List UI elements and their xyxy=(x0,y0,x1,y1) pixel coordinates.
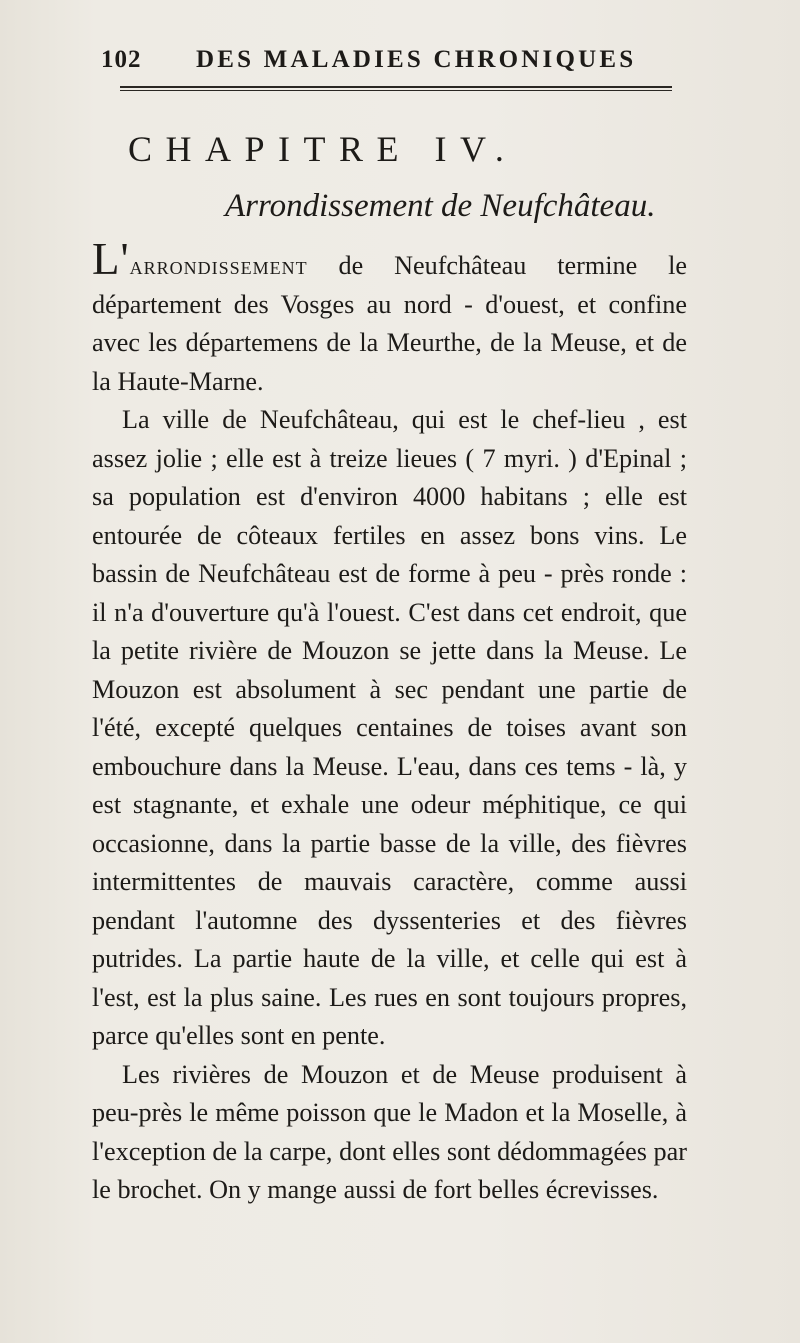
paragraph-1 xyxy=(92,234,687,401)
body-text xyxy=(92,234,687,1210)
paragraph-1-text: de Neufchâteau termine le département des Vosges au nord - d'ouest, et confine avec les départemens de la Meurthe, de la Meuse, et de la Haute-Marne. xyxy=(92,251,687,396)
header-rule xyxy=(120,86,672,92)
page-number: 102 xyxy=(101,46,142,73)
running-title: DES MALADIES CHRONIQUES xyxy=(196,46,637,73)
paragraph-3: Les rivières de Mouzon et de Meuse produisent à peu-près le même poisson que le Madon et la Moselle, à l'exception de la carpe, dont elles sont dédommagées par le brochet. On y mange aussi de fort belles écrevisses. xyxy=(92,1059,687,1204)
chapter-subtitle: Arrondissement de Neufchâteau. xyxy=(225,188,656,224)
paragraph-1-lead: L'arrondissement xyxy=(92,234,308,284)
running-head xyxy=(101,46,661,80)
chapter-heading: CHAPITRE IV. xyxy=(128,129,518,169)
paragraph-2: La ville de Neufchâteau, qui est le chef-lieu , est assez jolie ; elle est à treize lieues ( 7 myri. ) d'Epinal ; sa population est d'environ 4000 habitans ; elle est entourée de côteaux fertiles en assez bons vins. Le bassin de Neufchâteau est de forme à peu - près ronde : il n'a d'ouverture qu'à l'ouest. C'est dans cet endroit, que la petite rivière de Mouzon se jette dans la Meuse. Le Mouzon est absolument à sec pendant une partie de l'été, excepté quelques centaines de toises avant son embouchure dans la Meuse. L'eau, dans ces tems - là, y est stagnante, et exhale une odeur méphitique, ce qui occasionne, dans la partie basse de la ville, des fièvres intermittentes de mauvais caractère, comme aussi pendant l'automne des dyssenteries et des fièvres putrides. La partie haute de la ville, et celle qui est à l'est, est la plus saine. Les rues en sont toujours propres, parce qu'elles sont en pente. xyxy=(92,405,687,1050)
